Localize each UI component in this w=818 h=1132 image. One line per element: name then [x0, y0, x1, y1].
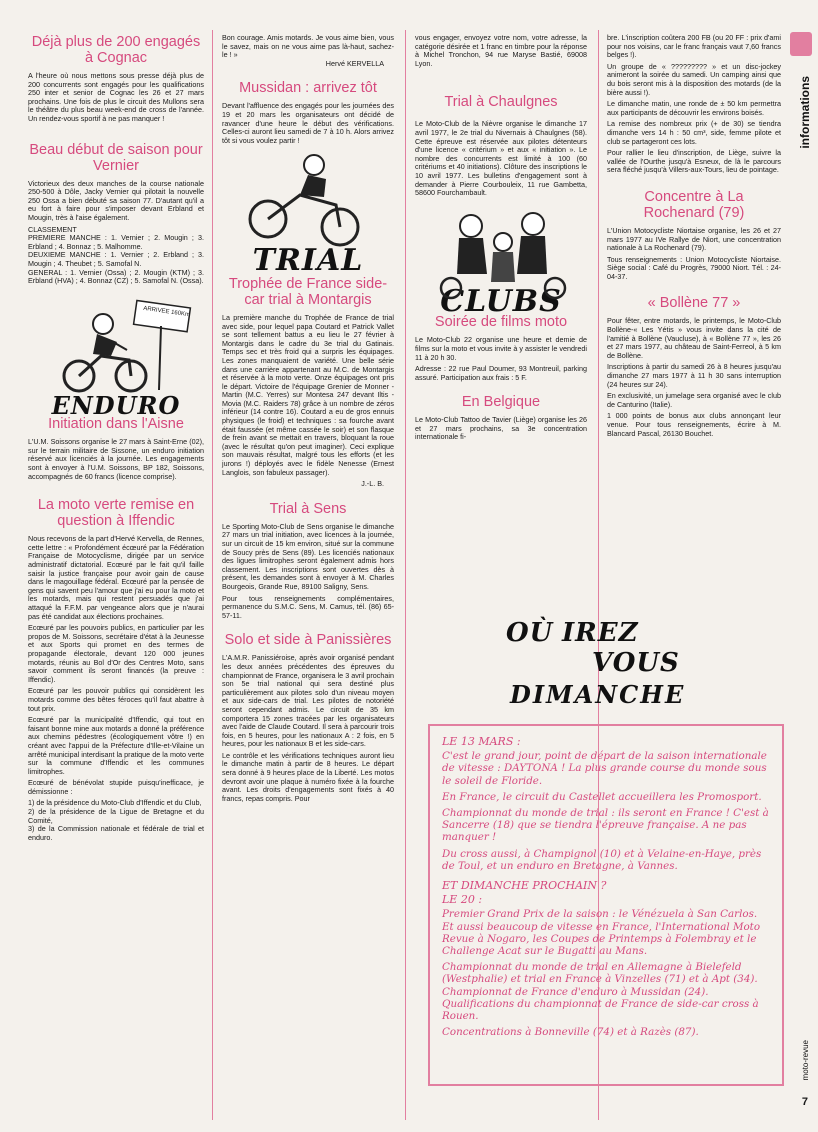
- article-text: Nous recevons de la part d'Hervé Kervella, de Rennes, cette lettre : « Profondément écœuré par la Fédération Française de Motocyclisme, dirigée par un service administratif dictatorial. Ecœuré par le fait qu'il faille saisir la justice française pour avoir gain de cause dans le magouillage fédéral. Ecœuré par la pensée de gens qui savent peu l'amour que j'ai eu pour la moto et les motards, mais qui restent persuadés que j'ai attaqué la F.F.M. par vengeance alors que je n'aurai pas été candidat aux élections prochaines.: [28, 534, 204, 621]
- article-text: L'Union Motocycliste Niortaise organise, les 26 et 27 mars 1977 au IVe Rallye de Niort, une concentration nationale à La Rochenard (79).: [607, 225, 781, 253]
- article-text: bre. L'inscription coûtera 200 FB (ou 20 FF : prix d'ami pour nos voisins, car le franc français vaut 7,60 francs belges !).: [607, 33, 781, 60]
- page-number: 7: [801, 1096, 808, 1108]
- article-text: Le dimanche matin, une ronde de ± 50 km permettra aux participants de découvrir les environs boisés.: [607, 99, 781, 117]
- article-text: Ecœuré par la municipalité d'Iffendic, qui tout en faisant bonne mine aux motards a donné la préférence aux chemins pédestres (écologiquement vôtre !) en créant avec l'appui de la Préfecture d'Ille-et-Vilaine un arrêté municipal interdisant la pratique de la moto verte sur la commune d'Iffendic et les communes limitrophes.: [28, 715, 204, 776]
- article-text: La première manche du Trophée de France de trial avec side, pour lequel papa Coutard et Patrick Vallet se sont tellement battus a eu lieu le 27 février à Montargis dans le cadre du 3e trial du Gatinais. Temps sec et très froid qui a surpris les équipages. Les zones manquaient de variété. Une belle série dans une carrière appartenant au M.C. de Montargis et réservée à la moto verte. Onze équipages ont pris le départ. Victoire de l'équipage Grenier de Monner - Martin (M.C. Yerres) sur Montesa 247 devant Iltis - Movia (M.C. Raiders 78) grâce à un nombre de zéros inférieur (14 contre 16). Coutard a eu de gros ennuis physiques (le froid) et techniques : sa fourche avant était faussée (et même cassée le soir) et son flasque de frein avant se mettait en travers, bloquant la roue (avec le résultat qu'on peut imaginer). Ceci explique son mauvais résultat, malgré tous les efforts (et les jurons !) déployés avec le fidèle Nenesse (Ernest Langlois, son fabuleux passager).: [222, 312, 394, 477]
- article-text: La remise des nombreux prix (+ de 30) se tiendra dimanche vers 14 h : 50 cm³, side, femme pilote et club se partageront ces lots.: [607, 119, 781, 146]
- article-text: Pour tous renseignements complémentaires, permanence du S.M.C. Sens, M. Camus, tél. (86) 65-57-11.: [222, 593, 394, 620]
- article-title: Trophée de France side-car trial à Montargis: [228, 275, 388, 308]
- clubs-logo: CLUBS: [440, 283, 562, 319]
- trial-logo: TRIAL: [252, 243, 364, 279]
- article-text: Le contrôle et les vérifications techniques auront lieu le dimanche matin à partir de 8 heures. Le départ sera donné à 9 heures place de la Liberté. Les motos devront avoir une plaque à numéro fixée à la fourche avant. Les droits d'engagements sont fixés à 40 francs, repas compris. Pour: [222, 750, 394, 803]
- article-text: Ecœuré par les pouvoirs publics, en particulier par les propos de M. Soissons, secrétaire d'état à la Jeunesse et aux Sports qui promet en des termes de propagande électorale, devant 120 000 jeunes motards, réunis au Bol d'Or des Centres Moto, sans savoir comment ils seront financés (la preuve : Iffendic).: [28, 623, 204, 684]
- ou-irez-vous-dimanche-heading: [500, 618, 730, 714]
- article-text: A l'heure où nous mettons sous presse déjà plus de 200 concurrents sont engagés pour les qualifications 250 inter et senior de Cognac les 26 et 27 mars prochains. Une fois de plus le circuit des Mullons sera le théâtre du plus beau week-end de cross de l'année. Un rendez-vous sportif à ne pas manquer !: [28, 71, 204, 123]
- column-divider: [405, 30, 406, 1120]
- magazine-name: moto-revue: [801, 1040, 810, 1081]
- heading-word: DIMANCHE: [510, 680, 686, 709]
- article-text: CLASSEMENT: [28, 224, 77, 234]
- article-text: 3) de la Commission nationale et fédérale de trial et enduro.: [28, 824, 204, 842]
- article-text: Inscriptions à partir du samedi 26 à 8 heures jusqu'au dimanche 27 mars 1977 à 11 h 30 sans interruption (24 heures sur 24).: [607, 362, 781, 389]
- article-title: Beau début de saison pour Vernier: [29, 141, 203, 174]
- article-text: Ecœuré de bénévolat stupide puisqu'inefficace, je démissionne :: [28, 778, 204, 796]
- box-text: Championnat du monde de trial : ils seront en France ! C'est à Sancerre (18) que se tiendra l'épreuve française. A ne pas manquer !: [442, 807, 769, 844]
- article-text: 1) de la présidence du Moto-Club d'Iffendic et du Club,: [28, 798, 202, 808]
- article-title: Soirée de films moto: [434, 314, 568, 331]
- article-text: Ecœuré par les pouvoir publics qui considèrent les motards comme des bêtes féroces qu'il faut abattre à tout prix.: [28, 686, 204, 713]
- box-text: En France, le circuit du Castellet accueillera les Promosport.: [442, 790, 762, 803]
- box-heading: ET DIMANCHE PROCHAIN ?: [442, 879, 607, 893]
- article-text: Pour rallier le lieu d'inscription, de Liège, suivre la vallée de l'Ourthe jusqu'à Esneux, de là le parcours sera fléché jusqu'à Villers-aux-Tours, lieu de pointage.: [607, 148, 781, 175]
- moto-rider-icon: [31, 290, 201, 400]
- signature: J.-L. B.: [361, 479, 384, 489]
- article-text: Pour fêter, entre motards, le printemps, le Moto-Club Bollène-« Les Yétis » vous invite dans la cité de l'amitié à Bollène (Vaucluse), à « Bollène 77 », les 26 et 27 mars 1977, au château de Saint-Ferreol, à 5 km de Bollène.: [607, 316, 781, 360]
- article-text: Tous renseignements : Union Motocycliste Niortaise. Siège social : Café du Progrès, 79000 Niort. Tél. : 24-04-37.: [607, 254, 781, 281]
- article-text: DEUXIEME MANCHE : 1. Vernier ; 2. Erbland ; 3. Mougin ; 4. Theubet ; 5. Samofal N.: [28, 250, 204, 268]
- article-title: Solo et side à Panissières: [224, 632, 392, 649]
- enduro-logo: ENDURO: [51, 390, 181, 420]
- calendar-box: [428, 724, 784, 1086]
- article-text: Un groupe de « ????????? » et un disc-jockey animeront la soirée du samedi. Un camping ainsi que du bois seront mis à la disposition des motards (de la bière aussi !).: [607, 61, 781, 97]
- heading-word: IREZ: [562, 618, 639, 648]
- article-title: Initiation dans l'Aisne: [48, 416, 184, 433]
- article-text: Le Moto-Club de la Nièvre organise le dimanche 17 avril 1977, le 2e trial du Nivernais à Chaulgnes (58). Cette épreuve est réservée aux pilotes détenteurs d'une licence « critérium » et aux « initiation ». Le nombre des concurrents est limité à 100 (60 critériums et 40 initiations). Clôture des inscriptions le 10 avril 1977. Les bulletins d'engagement sont à demander à Pierre Courbouleix, 11 rue Gambetta, 58600 Fourchambault.: [415, 119, 587, 198]
- box-text: C'est le grand jour, point de départ de la saison internationale de vitesse : DAYTONA ! La plus grande course du monde sous le soleil de Floride.: [442, 750, 767, 787]
- article-title: Trial à Sens: [269, 500, 347, 517]
- article-title: Déjà plus de 200 engagés à Cognac: [31, 34, 201, 66]
- article-title: Mussidan : arrivez tôt: [239, 80, 377, 97]
- article-text: L'A.M.R. Panissiéroise, après avoir organisé pendant les deux années précédentes des épreuves du championnat de France, organisera le 3 avril prochain son 5e trial national qui sera destiné plus particulièrement aux pilotes solo d'un niveau moyen et aux side-cars de trial. Les pilotes de notoriété seront cependant admis. Le circuit de 35 km comportera 15 zones tracées par les organisateurs avec l'aide de Claude Coutard. Il sera à parcourir trois fois, en 5 heures, pour les nationaux A : 2 fois, en 5 heures, pour les nationaux B et les side-cars.: [222, 653, 394, 749]
- article-text: Devant l'affluence des engagés pour les journées des 19 et 20 mars les organisateurs ont décidé de ravancer d'une heure le début des vérifications. Celles-ci auront lieu samedi de 7 à 10 h. Alors arrivez tôt si vous voulez partir !: [222, 101, 394, 145]
- article-text: 1 000 points de bonus aux clubs annonçant leur venue. Pour tous renseignements, écrire à M. Blancard Pascal, 26130 Bouchet.: [607, 411, 781, 438]
- box-heading: LE 20 :: [442, 893, 483, 907]
- trial-rider-icon: [228, 149, 388, 259]
- article-text: Le Moto-Club 22 organise une heure et demie de films sur la moto et vous invite à y assister le vendredi 11 à 20 h 30.: [415, 335, 587, 362]
- column-divider: [212, 30, 213, 1120]
- article-title: La moto verte remise en question à Iffendic: [37, 497, 195, 530]
- article-text: vous engager, envoyez votre nom, votre adresse, la catégorie désirée et 1 franc en timbre pour la réponse à Michel Tronchon, 94 rue Maryse Bastié, 69008 Lyon.: [415, 33, 587, 68]
- box-text: Premier Grand Prix de la saison : le Vénézuela à San Carlos. Et aussi beaucoup de vitesse en France, l'International Moto Revue à Nogaro, les Coupes de Printemps à Folembray et le Challenge Acat sur le Bugatti au Mans.: [442, 908, 761, 958]
- article-text: PREMIERE MANCHE : 1. Vernier ; 2. Mougin ; 3. Erbland ; 4. Bonnaz ; 5. Malhomme.: [28, 233, 204, 251]
- article-title: Concentre à La Rochenard (79): [643, 188, 745, 221]
- magazine-logo-badge: [790, 32, 812, 56]
- enduro-illustration: [31, 290, 201, 400]
- arrival-sign: ARRIVEE 160Km: [142, 305, 191, 318]
- box-text: Concentrations à Bonneville (74) et à Razès (87).: [442, 1026, 699, 1039]
- heading-word: OÙ: [506, 618, 554, 648]
- trial-illustration: [228, 149, 388, 259]
- clubs-illustration: [421, 202, 581, 302]
- box-text: Championnat du monde de trial en Allemagne à Bielefeld (Westphalie) et trial en France à Vinzelles (71) et à Apt (34). Championnat de France d'enduro à Mussidan (24). Qualifications du championnat de France de side-car cross à Rouen.: [442, 961, 759, 1023]
- article-text: En exclusivité, un jumelage sera organisé avec le club de Canturino (Italie).: [607, 391, 781, 409]
- article-title: « Bollène 77 »: [647, 295, 741, 312]
- box-text: Du cross aussi, à Champignol (10) et à Velaine-en-Haye, près de Toul, et un enduro en Bretagne, à Vannes.: [442, 847, 762, 872]
- bikers-group-icon: [421, 202, 581, 302]
- side-label: informations: [798, 76, 812, 149]
- article-text: Adresse : 22 rue Paul Doumer, 93 Montreuil, parking assuré. Participation aux frais : 5 F.: [415, 364, 587, 382]
- article-text: L'U.M. Soissons organise le 27 mars à Saint-Erne (02), sur le terrain militaire de Sissone, un enduro initiation réservé aux licenciés à la journée. Les engagements sont à envoyer à l'U.M. Soissons, BP 182, Soissons, accompagnés de 60 francs (licence comprise).: [28, 437, 204, 481]
- article-title: Trial à Chaulgnes: [444, 94, 558, 111]
- article-text: Victorieux des deux manches de la course nationale 250-500 à Dôle, Jacky Vernier qui pilotait la nouvelle 250 Ossa a bien débuté sa saison 77. D'autant qu'il a eu fort à faire pour s'imposer devant Erbland et Mougin, très à l'aise également.: [28, 178, 204, 222]
- box-heading: LE 13 MARS :: [442, 735, 521, 748]
- article-text: Bon courage. Amis motards. Je vous aime bien, vous le savez, mais on ne vous aime pas là-haut, sachez-le ! »: [222, 33, 394, 60]
- article-text: Le Sporting Moto-Club de Sens organise le dimanche 27 mars un trial initiation, avec licences à la journée, sur un circuit de 15 km environ, situé sur la commune de Soucy près de Sens (89). Les licenciés nationaux des ligues limitrophes seront également admis hors classement. Les inscriptions sont ouvertes dès à présent, les demandes sont à envoyer à M. Charles Bourgeois, Grande Rue, 89100 Saligny, Sens.: [222, 521, 394, 591]
- signature: Hervé KERVELLA: [325, 58, 384, 68]
- heading-word: VOUS: [592, 648, 680, 678]
- column-4: [607, 34, 781, 441]
- article-title: En Belgique: [461, 394, 541, 411]
- column-1: [28, 34, 204, 842]
- article-text: Le Moto-Club Tattoo de Tavier (Liège) organise les 26 et 27 mars prochains, sa 3e concentration internationale fi-: [415, 415, 587, 442]
- article-text: 2) de la présidence de la Ligue de Bretagne et du Comité,: [28, 807, 204, 825]
- column-2: [222, 34, 394, 806]
- article-text: GENERAL : 1. Vernier (Ossa) ; 2. Mougin (KTM) ; 3. Erbland (HVA) ; 4. Bonnaz (CZ) ; 5. Samofal N. (Ossa).: [28, 267, 204, 286]
- column-3: [415, 34, 587, 445]
